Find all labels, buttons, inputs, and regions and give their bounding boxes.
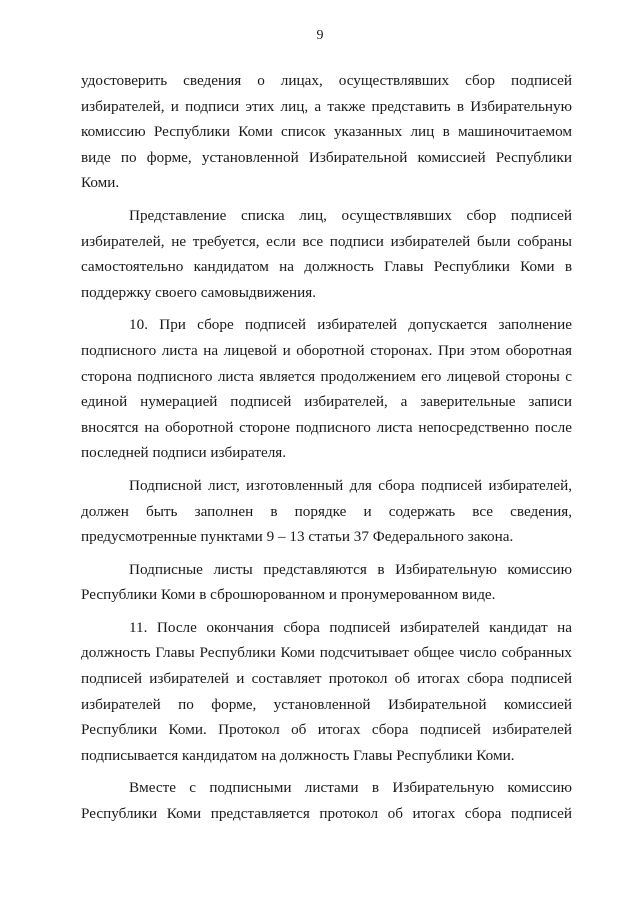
page-number: 9 [316, 28, 324, 43]
paragraph: Представление списка лиц, осуществлявших сбор подписей избирателей, не требуется, если все подписи избирателей были собраны самостоятельно кандидатом на должность Главы Республики Коми в поддержку своего самовыдвижения. [81, 206, 572, 301]
paragraph: Подписной лист, изготовленный для сбора подписей избирателей, должен быть заполнен в порядке и содержать все сведения, предусмотренные пунктами 9 – 13 статьи 37 Федерального закона. [81, 476, 572, 546]
paragraph-continued-next-page: Вместе с подписными листами в Избирательную комиссию Республики Коми представляется протокол об итогах сбора подписей [81, 779, 572, 823]
paragraph: Подписные листы представляются в Избирательную комиссию Республики Коми в сброшюрованном и пронумерованном виде. [81, 560, 572, 604]
paragraph-continuation: удостоверить сведения о лицах, осуществлявших сбор подписей избирателей, и подписи этих лиц, а также представить в Избирательную комиссию Республики Коми список указанных лиц в машиночитаемом виде по форме, установленной Избирательной комиссией Республики Коми. [81, 72, 572, 192]
document-body [81, 68, 572, 834]
paragraph-item-11: 11. После окончания сбора подписей избирателей кандидат на должность Главы Республики Коми подсчитывает общее число собранных подписей избирателей и составляет протокол об итогах сбора подписей избирателей по форме, установленной Избирательной комиссией Республики Коми. Протокол об итогах сбора подписей избирателей подписывается кандидатом на должность Главы Республики Коми. [81, 618, 572, 764]
paragraph-item-10: 10. При сборе подписей избирателей допускается заполнение подписного листа на лицевой и оборотной сторонах. При этом оборотная сторона подписного листа является продолжением его лицевой стороны с единой нумерацией подписей избирателей, а заверительные записи вносятся на оборотной стороне подписного листа непосредственно после последней подписи избирателя. [81, 316, 572, 462]
